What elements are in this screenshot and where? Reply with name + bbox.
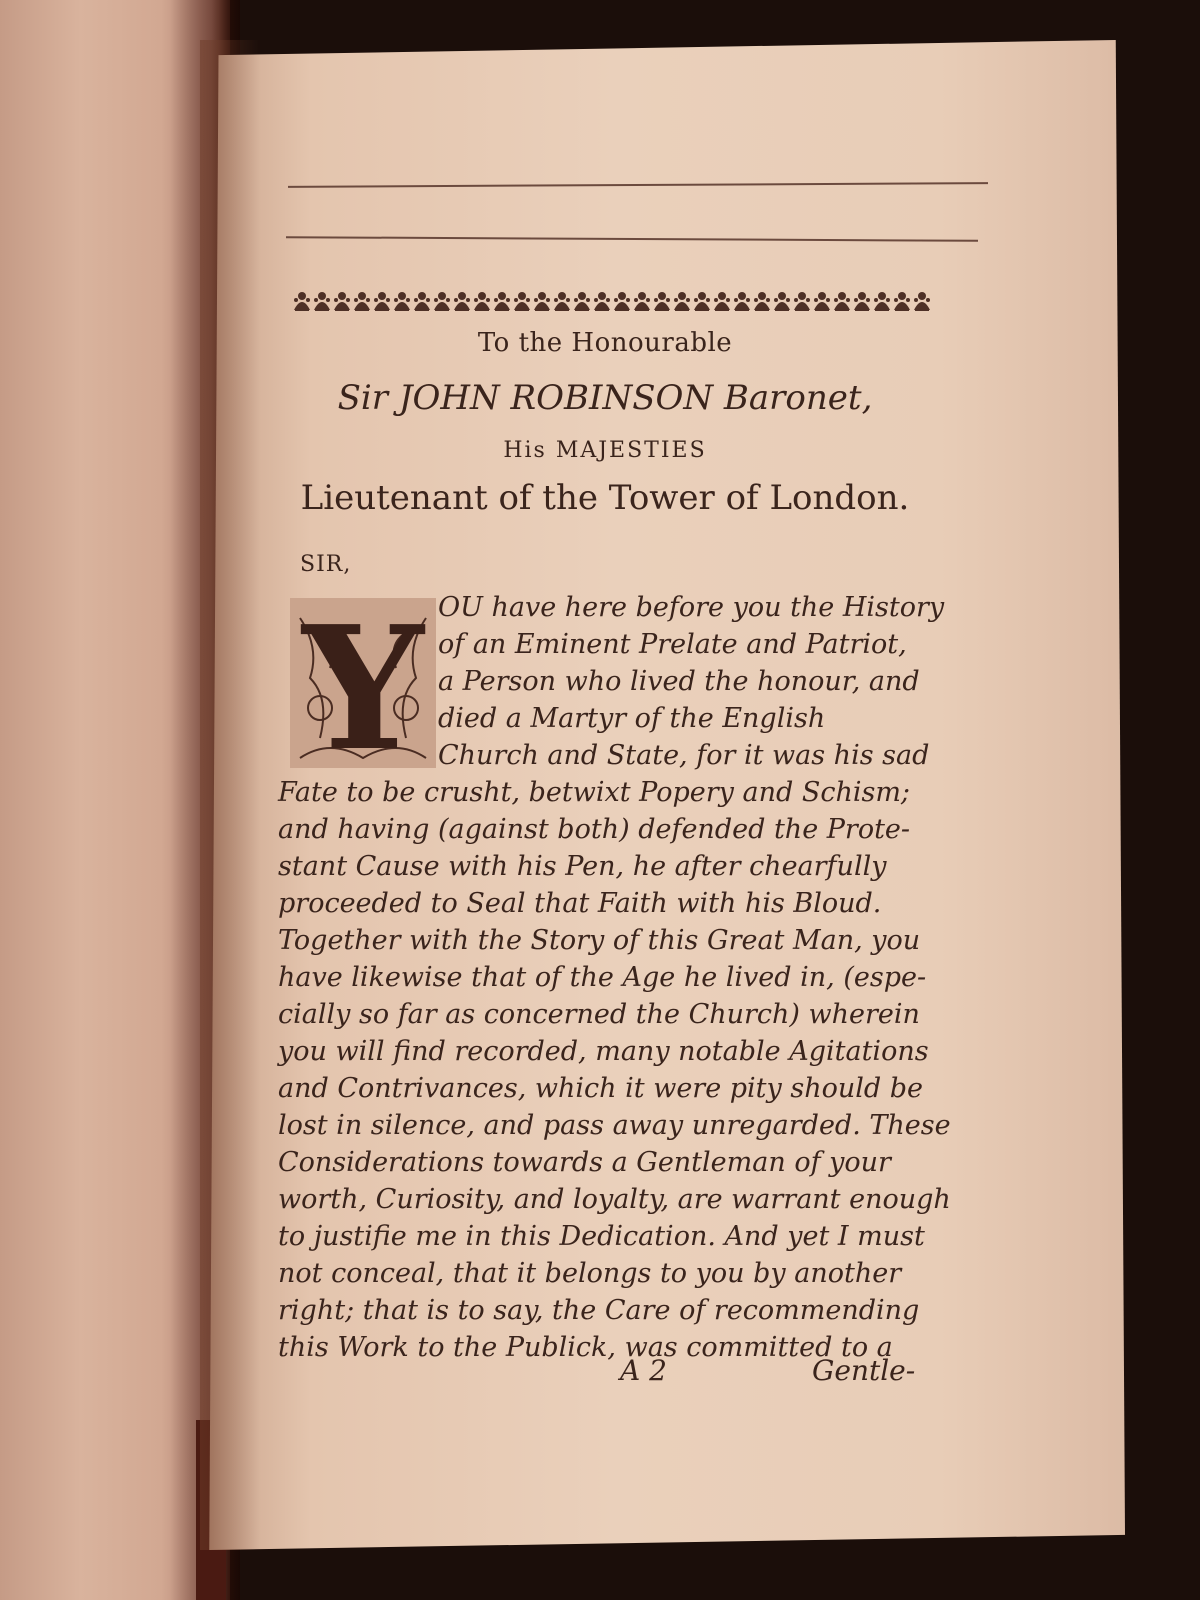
dedicatee-title: His MAJESTIES [503, 438, 707, 463]
body-line: proceeded to Seal that Faith with his Bloud. [278, 888, 882, 919]
salutation: SIR, [300, 552, 352, 577]
body-line: Considerations towards a Gentleman of your [278, 1147, 891, 1178]
signature-mark: A 2 [620, 1354, 667, 1387]
page-gutter-shadow [200, 40, 260, 1550]
body-line: cially so far as concerned the Church) wherein [278, 999, 920, 1030]
body-line: right; that is to say, the Care of recommending [278, 1295, 920, 1326]
body-line: you will find recorded, many notable Agitations [278, 1036, 929, 1067]
body-line: Together with the Story of this Great Man, you [278, 925, 921, 956]
body-line: died a Martyr of the English [438, 703, 826, 734]
body-line: a Person who lived the honour, and [438, 666, 920, 697]
body-line: OU have here before you the History [438, 592, 945, 623]
fleuron-headpiece [292, 288, 932, 314]
decorated-initial-y [290, 598, 436, 768]
drop-cap-letter: Y [302, 598, 424, 768]
dedicatee-office: Lieutenant of the Tower of London. [300, 478, 910, 518]
body-line: to justifie me in this Dedication. And yet I must [278, 1221, 925, 1252]
dedication-to-line: To the Honourable [477, 328, 733, 358]
body-line: and Contrivances, which it were pity should be [278, 1073, 924, 1104]
body-line: Fate to be crusht, betwixt Popery and Schism; [278, 777, 911, 808]
body-line: have likewise that of the Age he lived in, (espe- [278, 962, 927, 993]
body-line: lost in silence, and pass away unregarded. These [278, 1110, 951, 1141]
body-line: and having (against both) defended the Prote- [278, 814, 911, 845]
body-line: of an Eminent Prelate and Patriot, [438, 629, 907, 660]
body-line: worth, Curiosity, and loyalty, are warrant enough [278, 1184, 951, 1215]
body-line: this Work to the Publick, was committed to a [278, 1332, 893, 1363]
dedicatee-name: Sir JOHN ROBINSON Baronet, [337, 378, 873, 418]
body-line: stant Cause with his Pen, he after chearfully [278, 851, 887, 882]
body-line: not conceal, that it belongs to you by another [278, 1258, 902, 1289]
body-line: Church and State, for it was his sad [438, 740, 930, 771]
catchword: Gentle- [812, 1354, 916, 1387]
